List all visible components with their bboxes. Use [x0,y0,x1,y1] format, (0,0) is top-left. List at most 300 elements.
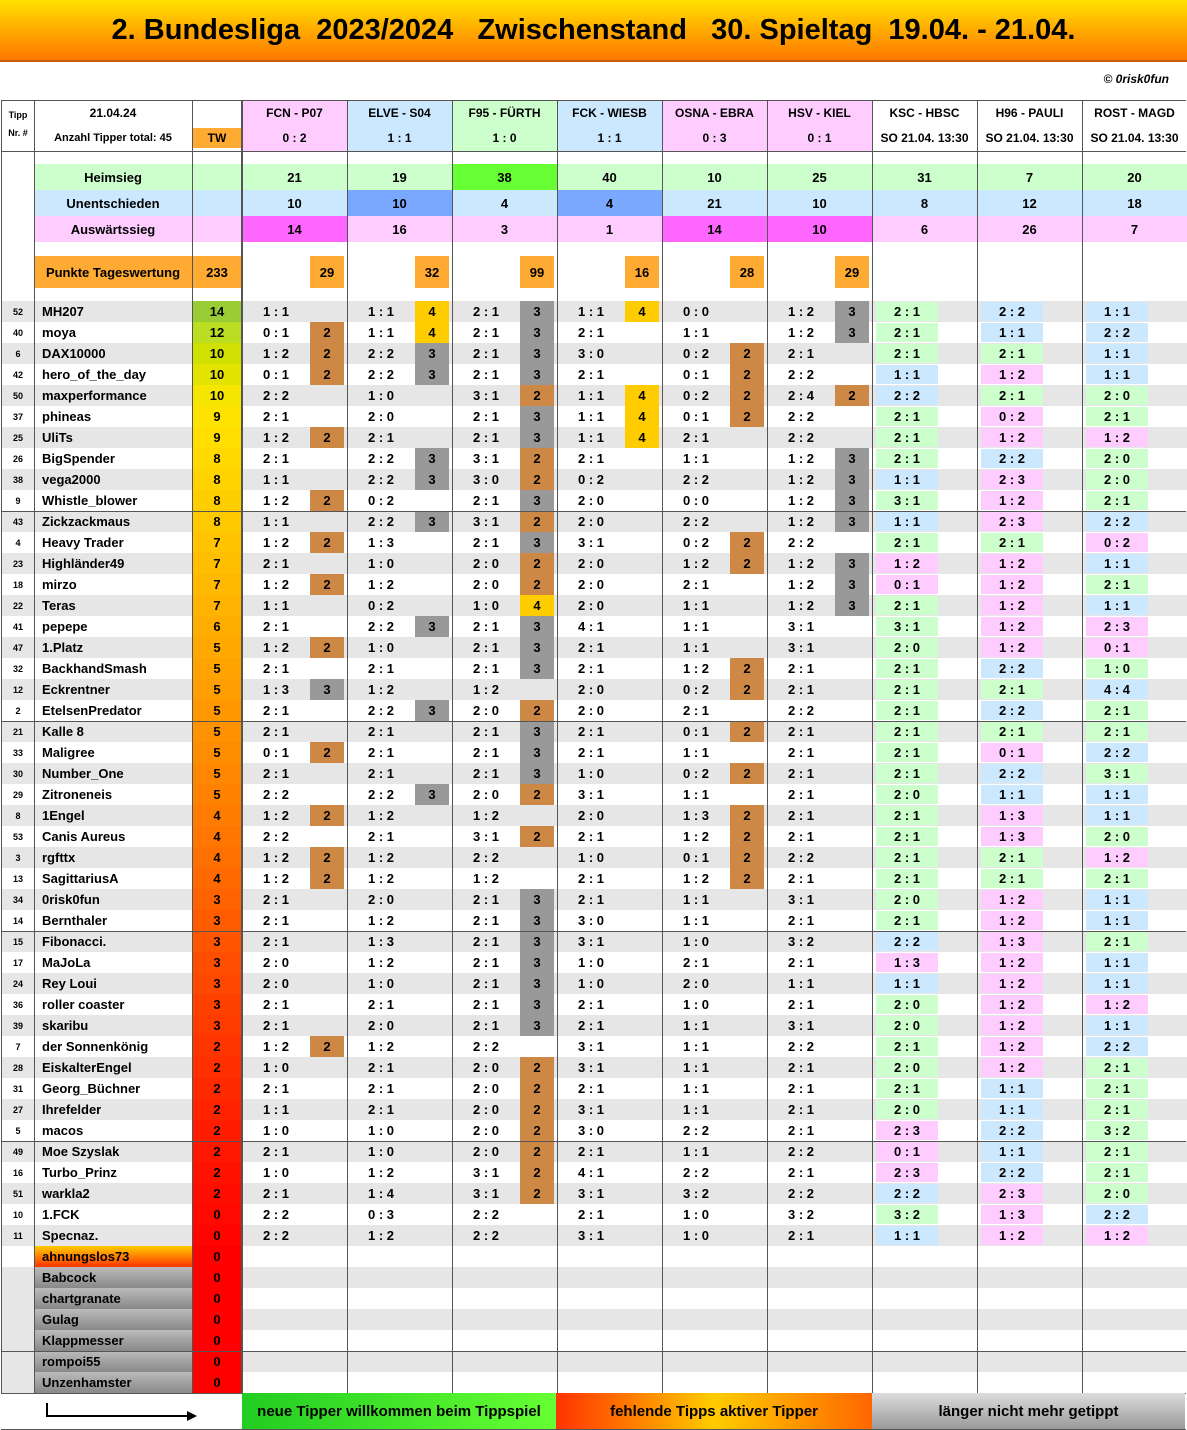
row-tw-points: 2 [193,1078,241,1099]
stat-label-punkte: Punkte Tageswertung [34,256,192,288]
row-open-tip: 2 : 1 [876,701,938,720]
row-open-tip: 3 : 1 [876,491,938,510]
row-tipp-nr: 11 [2,1225,34,1246]
row-open-tip: 2 : 1 [876,407,938,426]
row-tip: 1 : 3 [262,682,289,697]
row-tip: 2 : 1 [472,325,499,340]
row-tip: 1 : 2 [367,850,394,865]
row-open-tip: 1 : 3 [981,1205,1043,1224]
grid-line [1,931,1186,932]
row-open-tip: 2 : 0 [876,890,938,909]
row-tip: 3 : 1 [787,1018,814,1033]
row-bg-cell [662,1372,767,1393]
row-bg-cell [1082,1351,1187,1372]
row-tip: 1 : 1 [682,745,709,760]
row-tipper-name: Canis Aureus [34,826,192,847]
row-tip: 1 : 2 [367,1228,394,1243]
row-tip: 2 : 1 [262,997,289,1012]
row-open-tip: 2 : 1 [1086,1163,1148,1182]
row-tip: 1 : 0 [577,766,604,781]
row-tip: 2 : 0 [367,1018,394,1033]
row-tip: 1 : 2 [367,1039,394,1054]
row-tip: 1 : 1 [682,1018,709,1033]
row-tip: 1 : 2 [262,808,289,823]
row-tip: 2 : 1 [787,1123,814,1138]
row-tipper-name: 1.FCK [34,1204,192,1225]
row-bonus: 3 [520,742,554,763]
row-open-tip: 1 : 2 [981,365,1043,384]
row-open-tip: 1 : 2 [981,638,1043,657]
row-open-tip: 1 : 2 [981,1016,1043,1035]
row-bonus: 4 [415,322,449,343]
match-result-3: 1 : 1 [557,125,662,151]
row-tw-points: 5 [193,742,241,763]
match-name-3: FCK - WIESB [557,101,662,125]
row-tipp-nr: 32 [2,658,34,679]
row-open-tip: 2 : 1 [876,722,938,741]
row-bg-cell [347,1330,452,1351]
row-bonus: 2 [310,427,344,448]
row-bg-cell [767,1309,872,1330]
row-tip: 2 : 1 [577,724,604,739]
row-bonus: 3 [520,1015,554,1036]
row-tip: 1 : 2 [787,325,814,340]
row-tipper-name: maxperformance [34,385,192,406]
row-tw-points: 2 [193,1099,241,1120]
row-bg-cell [347,1246,452,1267]
row-open-tip: 2 : 1 [981,533,1043,552]
row-tip: 2 : 2 [472,1228,499,1243]
row-bonus: 3 [415,700,449,721]
row-tip: 2 : 1 [367,430,394,445]
row-tip: 2 : 1 [577,367,604,382]
row-tip: 1 : 0 [262,1060,289,1075]
row-bonus: 3 [520,616,554,637]
stat-unent-1: 10 [347,190,452,216]
row-tipp-nr: 42 [2,364,34,385]
row-tip: 1 : 2 [787,577,814,592]
row-open-tip: 1 : 1 [876,974,938,993]
row-tip: 2 : 1 [787,745,814,760]
row-open-tip: 0 : 1 [876,1142,938,1161]
row-tipp-nr: 25 [2,427,34,448]
grid-line [34,100,35,1393]
row-bg-cell [767,1351,872,1372]
row-tip: 2 : 0 [262,955,289,970]
row-tip: 2 : 2 [367,514,394,529]
row-tip: 2 : 1 [577,745,604,760]
row-tipper-name: Turbo_Prinz [34,1162,192,1183]
row-tip: 2 : 2 [787,703,814,718]
stat-heim-0: 21 [242,164,347,190]
row-bonus: 3 [520,931,554,952]
row-bonus: 3 [835,322,869,343]
row-open-tip: 1 : 3 [981,806,1043,825]
row-tipper-name: chartgranate [34,1288,192,1309]
legend-missing-tips: fehlende Tipps aktiver Tipper [556,1393,872,1429]
row-bonus: 2 [730,364,764,385]
row-bonus: 3 [520,658,554,679]
row-tw-points: 2 [193,1057,241,1078]
row-tip: 3 : 1 [577,1186,604,1201]
row-open-tip: 1 : 2 [1086,995,1148,1014]
row-tw-points: 12 [193,322,241,343]
row-tip: 2 : 1 [787,661,814,676]
row-open-tip: 1 : 2 [981,617,1043,636]
row-tipper-name: pepepe [34,616,192,637]
row-tw-points: 8 [193,448,241,469]
row-tipper-name: warkla2 [34,1183,192,1204]
row-bonus: 2 [730,658,764,679]
row-tw-points: 0 [193,1246,241,1267]
row-open-tip: 2 : 3 [981,512,1043,531]
row-bg-cell [1082,1246,1187,1267]
row-open-tip: 2 : 2 [981,1121,1043,1140]
row-tip: 3 : 1 [577,535,604,550]
header-tw: TW [193,128,241,148]
row-bonus: 3 [520,910,554,931]
grid-line [977,100,978,1393]
row-open-tip: 1 : 2 [981,974,1043,993]
row-bonus: 2 [520,1078,554,1099]
row-bonus: 3 [835,448,869,469]
row-bonus: 2 [310,364,344,385]
row-bonus: 4 [520,595,554,616]
row-tipper-name: Whistle_blower [34,490,192,511]
row-tipp-nr: 27 [2,1099,34,1120]
row-open-tip: 1 : 3 [876,953,938,972]
row-open-tip: 2 : 0 [1086,386,1148,405]
row-open-tip: 2 : 1 [876,596,938,615]
row-tipper-name: Fibonacci. [34,931,192,952]
row-open-tip: 2 : 1 [876,1079,938,1098]
row-tip: 1 : 2 [787,493,814,508]
row-tip: 3 : 2 [682,1186,709,1201]
row-bg-cell [452,1351,557,1372]
match-result-1: 1 : 1 [347,125,452,151]
row-tip: 3 : 1 [787,619,814,634]
row-tw-points: 6 [193,616,241,637]
row-open-tip: 2 : 3 [876,1163,938,1182]
legend-new-tipper: neue Tipper willkommen beim Tippspiel [242,1393,556,1429]
row-tip: 1 : 2 [367,913,394,928]
row-tip: 1 : 0 [472,598,499,613]
row-open-tip: 2 : 1 [876,1037,938,1056]
row-tip: 1 : 2 [472,808,499,823]
row-bonus: 3 [520,763,554,784]
stat-ausw-4: 14 [662,216,767,242]
row-tipp-nr [2,1309,34,1330]
row-bg-cell [977,1246,1082,1267]
row-open-tip: 2 : 2 [876,386,938,405]
row-tip: 1 : 0 [367,976,394,991]
row-bonus: 2 [520,1141,554,1162]
row-tip: 2 : 1 [787,829,814,844]
row-tip: 2 : 1 [787,871,814,886]
row-open-tip: 2 : 3 [876,1121,938,1140]
row-tip: 2 : 1 [787,1102,814,1117]
row-bonus: 3 [520,973,554,994]
row-tip: 1 : 0 [682,1228,709,1243]
row-tipp-nr [2,1330,34,1351]
row-tip: 1 : 1 [682,1039,709,1054]
row-tipp-nr: 16 [2,1162,34,1183]
grid-line [1,511,1186,512]
row-tip: 2 : 1 [682,955,709,970]
row-bg-cell [977,1330,1082,1351]
row-tip: 0 : 0 [682,304,709,319]
stat-total-points: 233 [193,256,241,288]
row-tip: 2 : 1 [787,1165,814,1180]
grid-line [1,151,1186,152]
row-bonus: 3 [520,364,554,385]
row-tip: 2 : 1 [262,892,289,907]
row-bg-cell [662,1267,767,1288]
row-tip: 2 : 1 [787,1228,814,1243]
row-open-tip: 2 : 3 [981,470,1043,489]
row-tw-points: 9 [193,427,241,448]
row-tip: 1 : 1 [682,1144,709,1159]
row-open-tip: 2 : 1 [981,680,1043,699]
row-tipper-name: Maligree [34,742,192,763]
row-tw-points: 3 [193,952,241,973]
row-open-tip: 3 : 2 [876,1205,938,1224]
row-tip: 2 : 0 [472,787,499,802]
row-tip: 1 : 0 [262,1165,289,1180]
row-tip: 2 : 1 [367,829,394,844]
row-bg-cell [872,1246,977,1267]
row-tipper-name: Georg_Büchner [34,1078,192,1099]
stat-unent-6: 8 [872,190,977,216]
row-open-tip: 2 : 1 [981,386,1043,405]
row-tip: 1 : 1 [682,598,709,613]
row-tip: 2 : 1 [682,577,709,592]
row-tip: 3 : 2 [787,934,814,949]
row-tip: 2 : 1 [472,766,499,781]
row-tip: 0 : 2 [682,346,709,361]
row-bonus: 3 [835,301,869,322]
row-tip: 1 : 2 [262,346,289,361]
row-tw-points: 7 [193,595,241,616]
row-tip: 2 : 1 [472,955,499,970]
row-open-tip: 1 : 2 [981,428,1043,447]
row-tip: 0 : 1 [682,850,709,865]
row-tipp-nr: 8 [2,805,34,826]
row-open-tip: 1 : 1 [981,323,1043,342]
row-bonus: 3 [835,553,869,574]
row-tip: 1 : 2 [472,682,499,697]
row-tip: 2 : 0 [577,493,604,508]
row-tw-points: 0 [193,1309,241,1330]
row-tip: 1 : 2 [367,1165,394,1180]
row-tip: 2 : 1 [262,1018,289,1033]
match-result-5: 0 : 1 [767,125,872,151]
stat-ausw-7: 26 [977,216,1082,242]
row-tipp-nr: 31 [2,1078,34,1099]
row-tipp-nr: 4 [2,532,34,553]
grid-line [1,1141,1186,1142]
row-open-tip: 2 : 1 [876,743,938,762]
row-tipp-nr [2,1288,34,1309]
stat-label-auswaertssieg: Auswärtssieg [34,216,192,242]
header-tipp: Tipp [8,110,28,120]
row-bg-cell [347,1309,452,1330]
row-open-tip: 2 : 0 [1086,1184,1148,1203]
grid-line [347,100,348,1393]
row-tip: 1 : 2 [682,661,709,676]
grid-line [557,100,558,1393]
row-tip: 0 : 0 [682,493,709,508]
row-tip: 1 : 1 [682,451,709,466]
row-tip: 1 : 0 [682,934,709,949]
row-open-tip: 1 : 3 [981,932,1043,951]
row-tip: 3 : 0 [577,1123,604,1138]
row-tip: 2 : 2 [367,367,394,382]
row-tw-points: 5 [193,637,241,658]
row-tipp-nr: 2 [2,700,34,721]
grid-line [1,100,1186,101]
row-tip: 3 : 2 [787,1207,814,1222]
row-tip: 3 : 1 [472,1165,499,1180]
row-open-tip: 2 : 1 [1086,869,1148,888]
row-tw-points: 2 [193,1162,241,1183]
row-tip: 0 : 2 [367,598,394,613]
row-open-tip: 1 : 2 [981,554,1043,573]
row-tip: 2 : 1 [787,682,814,697]
row-tip: 1 : 2 [262,1039,289,1054]
row-bonus: 2 [520,826,554,847]
row-tw-points: 3 [193,973,241,994]
row-open-tip: 2 : 1 [876,806,938,825]
row-tipp-nr: 28 [2,1057,34,1078]
row-tip: 1 : 1 [682,325,709,340]
row-tip: 1 : 2 [262,871,289,886]
row-tip: 3 : 1 [577,1039,604,1054]
row-tipp-nr: 23 [2,553,34,574]
row-tip: 2 : 2 [262,787,289,802]
row-tip: 2 : 1 [262,1144,289,1159]
match-points-2: 99 [520,256,554,288]
row-bonus: 3 [520,427,554,448]
row-tip: 2 : 1 [472,619,499,634]
row-tipp-nr: 36 [2,994,34,1015]
row-bonus: 2 [520,448,554,469]
row-tip: 2 : 2 [682,1123,709,1138]
row-bonus: 2 [520,385,554,406]
row-bonus: 2 [310,637,344,658]
row-tip: 2 : 0 [577,703,604,718]
row-bg-cell [242,1372,347,1393]
row-open-tip: 0 : 2 [981,407,1043,426]
row-tip: 1 : 0 [577,976,604,991]
row-tipper-name: Kalle 8 [34,721,192,742]
row-tipper-name: Teras [34,595,192,616]
row-bg-cell [242,1267,347,1288]
row-bonus: 2 [310,322,344,343]
row-tip: 1 : 2 [262,577,289,592]
row-tip: 0 : 1 [262,367,289,382]
match-result-4: 0 : 3 [662,125,767,151]
grid-line [1,1351,1186,1352]
row-tip: 2 : 1 [682,703,709,718]
row-tip: 2 : 1 [577,829,604,844]
row-open-tip: 2 : 0 [876,638,938,657]
row-tipper-name: EtelsenPredator [34,700,192,721]
row-open-tip: 2 : 1 [1086,1142,1148,1161]
row-tw-points: 0 [193,1288,241,1309]
row-tw-points: 0 [193,1351,241,1372]
row-tipper-name: rgfttx [34,847,192,868]
row-tip: 1 : 1 [367,304,394,319]
row-bg-cell [662,1246,767,1267]
row-tipper-name: BigSpender [34,448,192,469]
row-tip: 1 : 1 [262,304,289,319]
row-tipper-name: ahnungslos73 [34,1246,192,1267]
row-tip: 1 : 2 [472,871,499,886]
row-tip: 1 : 0 [367,388,394,403]
row-tip: 2 : 2 [367,472,394,487]
row-bg-cell [872,1330,977,1351]
row-tip: 1 : 2 [787,598,814,613]
row-tipper-name: hero_of_the_day [34,364,192,385]
row-tip: 2 : 1 [787,955,814,970]
row-tip: 3 : 1 [577,1060,604,1075]
grid-line [1,100,2,1393]
row-open-tip: 1 : 1 [981,1142,1043,1161]
row-tipper-name: Number_One [34,763,192,784]
row-tip: 1 : 2 [787,472,814,487]
row-tip: 2 : 0 [577,514,604,529]
row-open-tip: 0 : 2 [1086,533,1148,552]
stat-ausw-5: 10 [767,216,872,242]
stat-ausw-8: 7 [1082,216,1187,242]
row-tip: 1 : 1 [577,304,604,319]
row-tip: 2 : 1 [262,661,289,676]
row-tip: 1 : 0 [367,1144,394,1159]
row-tip: 2 : 1 [262,556,289,571]
row-tip: 0 : 2 [682,535,709,550]
row-tip: 2 : 1 [577,1018,604,1033]
row-tipp-nr: 21 [2,721,34,742]
row-bonus: 3 [520,301,554,322]
row-bg-cell [1082,1309,1187,1330]
row-bg-cell [662,1288,767,1309]
row-tip: 2 : 1 [472,913,499,928]
row-bonus: 3 [415,511,449,532]
row-bonus: 2 [310,532,344,553]
row-tip: 1 : 2 [787,304,814,319]
row-tip: 0 : 1 [682,367,709,382]
row-tip: 1 : 2 [787,451,814,466]
row-tip: 2 : 1 [577,1207,604,1222]
row-tip: 1 : 0 [577,850,604,865]
row-tipp-nr: 43 [2,511,34,532]
row-tip: 2 : 2 [367,346,394,361]
row-tip: 1 : 1 [682,892,709,907]
row-tipp-nr: 39 [2,1015,34,1036]
row-tip: 3 : 0 [577,346,604,361]
row-tw-points: 5 [193,700,241,721]
row-tw-points: 4 [193,826,241,847]
arrow-right-icon [41,1401,201,1421]
row-tip: 3 : 1 [472,829,499,844]
row-bg-cell [242,1288,347,1309]
row-open-tip: 2 : 1 [876,764,938,783]
row-tip: 2 : 1 [787,787,814,802]
row-open-tip: 2 : 0 [876,1016,938,1035]
row-open-tip: 1 : 2 [876,554,938,573]
row-tip: 2 : 2 [682,514,709,529]
